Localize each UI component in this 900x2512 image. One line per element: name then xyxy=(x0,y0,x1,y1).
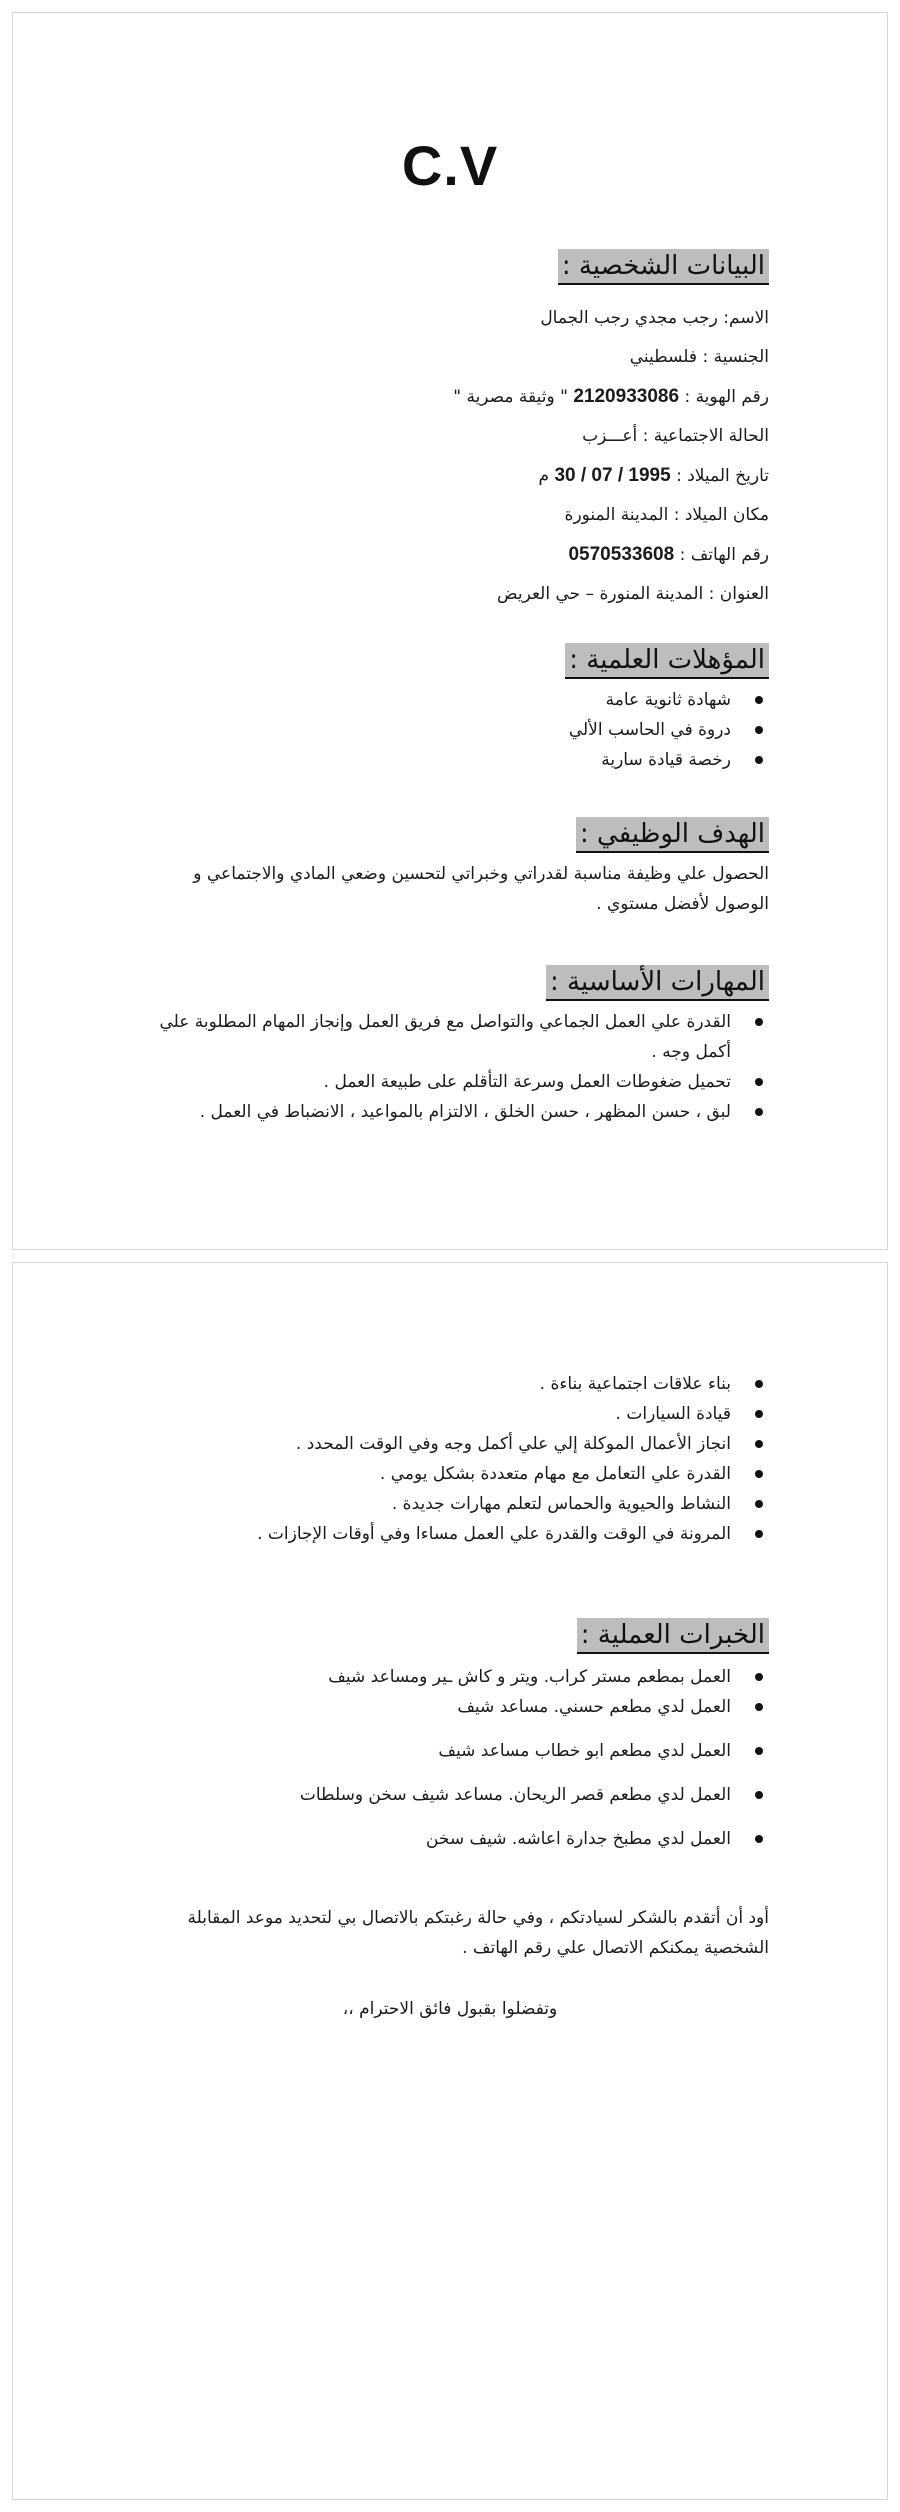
id-label: رقم الهوية : xyxy=(684,387,769,407)
list-item: قيادة السيارات . xyxy=(141,1399,769,1429)
list-item: بناء علاقات اجتماعية بناءة . xyxy=(141,1369,769,1399)
id-line xyxy=(141,377,769,417)
list-item: القدرة علي التعامل مع مهام متعددة بشكل يومي . xyxy=(141,1459,769,1489)
list-item: النشاط والحيوية والحماس لتعلم مهارات جديدة . xyxy=(141,1489,769,1519)
birthdate-suffix: م xyxy=(538,466,550,486)
birthplace-line: مكان الميلاد : المدينة المنورة xyxy=(564,505,769,525)
document-page-1 xyxy=(12,12,888,1250)
id-number: 2120933086 xyxy=(573,386,680,407)
list-item: العمل لدي مطعم قصر الريحان. مساعد شيف سخن وسلطات xyxy=(141,1780,769,1810)
list-item: المرونة في الوقت والقدرة علي العمل مساءا وفي أوقات الإجازات . xyxy=(141,1519,769,1549)
address-line: العنوان : المدينة المنورة – حي العريض xyxy=(497,584,769,604)
closing-line-2: الشخصية يمكنكم الاتصال علي رقم الهاتف . xyxy=(462,1938,769,1958)
birthdate-label: تاريخ الميلاد : xyxy=(676,466,769,486)
list-item: دروة في الحاسب الألي xyxy=(141,715,769,745)
qualifications-heading: المؤهلات العلمية : xyxy=(565,643,769,679)
signoff-line: وتفضلوا بقبول فائق الاحترام ،، xyxy=(342,1999,558,2019)
more-skills-section xyxy=(141,1369,769,1549)
phone-label: رقم الهاتف : xyxy=(679,545,769,565)
birthdate-value: 30 / 07 / 1995 xyxy=(554,465,671,486)
list-item: العمل لدي مطعم ابو خطاب مساعد شيف xyxy=(141,1736,769,1766)
closing-section xyxy=(141,1903,769,1963)
list-item: انجاز الأعمال الموكلة إلي علي أكمل وجه وفي الوقت المحدد . xyxy=(141,1429,769,1459)
experience-list xyxy=(141,1662,769,1854)
birthdate-line xyxy=(141,456,769,496)
marital-status-line: الحالة الاجتماعية : أعـــزب xyxy=(582,426,769,446)
qualifications-list xyxy=(141,685,769,775)
personal-info-heading: البيانات الشخصية : xyxy=(558,249,769,285)
list-item: شهادة ثانوية عامة xyxy=(141,685,769,715)
name-line: الاسم: رجب مجدي رجب الجمال xyxy=(540,308,769,328)
closing-line-1: أود أن أتقدم بالشكر لسيادتكم ، وفي حالة رغبتكم بالاتصال بي لتحديد موعد المقابلة xyxy=(187,1908,769,1928)
list-item: القدرة علي العمل الجماعي والتواصل مع فريق العمل وإنجاز المهام المطلوبة علي أكمل وجه . xyxy=(141,1007,769,1067)
id-note: " وثيقة مصرية " xyxy=(453,387,568,407)
objective-line-2: الوصول لأفضل مستوي . xyxy=(596,894,769,914)
document-page-2 xyxy=(12,1262,888,2500)
skills-section xyxy=(141,965,769,1127)
skills-heading: المهارات الأساسية : xyxy=(546,965,769,1001)
skills-list xyxy=(141,1007,769,1127)
objective-heading: الهدف الوظيفي : xyxy=(576,817,769,853)
objective-line-1: الحصول علي وظيفة مناسبة لقدراتي وخبراتي لتحسين وضعي المادي والاجتماعي و xyxy=(193,864,769,884)
list-item: العمل لدي مطعم حسني. مساعد شيف xyxy=(141,1692,769,1722)
list-item: رخصة قيادة سارية xyxy=(141,745,769,775)
personal-info-section xyxy=(141,249,769,614)
phone-line xyxy=(141,535,769,575)
list-item: تحميل ضغوطات العمل وسرعة التأقلم على طبيعة العمل . xyxy=(141,1067,769,1097)
list-item: العمل بمطعم مستر كراب. ويتر و كاش ـير ومساعد شيف xyxy=(141,1662,769,1692)
list-item: العمل لدي مطبخ جدارة اعاشه. شيف سخن xyxy=(141,1824,769,1854)
objective-section xyxy=(141,817,769,919)
nationality-line: الجنسية : فلسطيني xyxy=(629,347,769,367)
list-item: لبق ، حسن المظهر ، حسن الخلق ، الالتزام بالمواعيد ، الانضباط في العمل . xyxy=(141,1097,769,1127)
experience-heading: الخبرات العملية : xyxy=(577,1618,769,1654)
cv-title: C.V xyxy=(401,134,499,197)
qualifications-section xyxy=(141,643,769,775)
experience-section xyxy=(141,1618,769,1868)
more-skills-list xyxy=(141,1369,769,1549)
phone-number: 0570533608 xyxy=(568,544,675,565)
